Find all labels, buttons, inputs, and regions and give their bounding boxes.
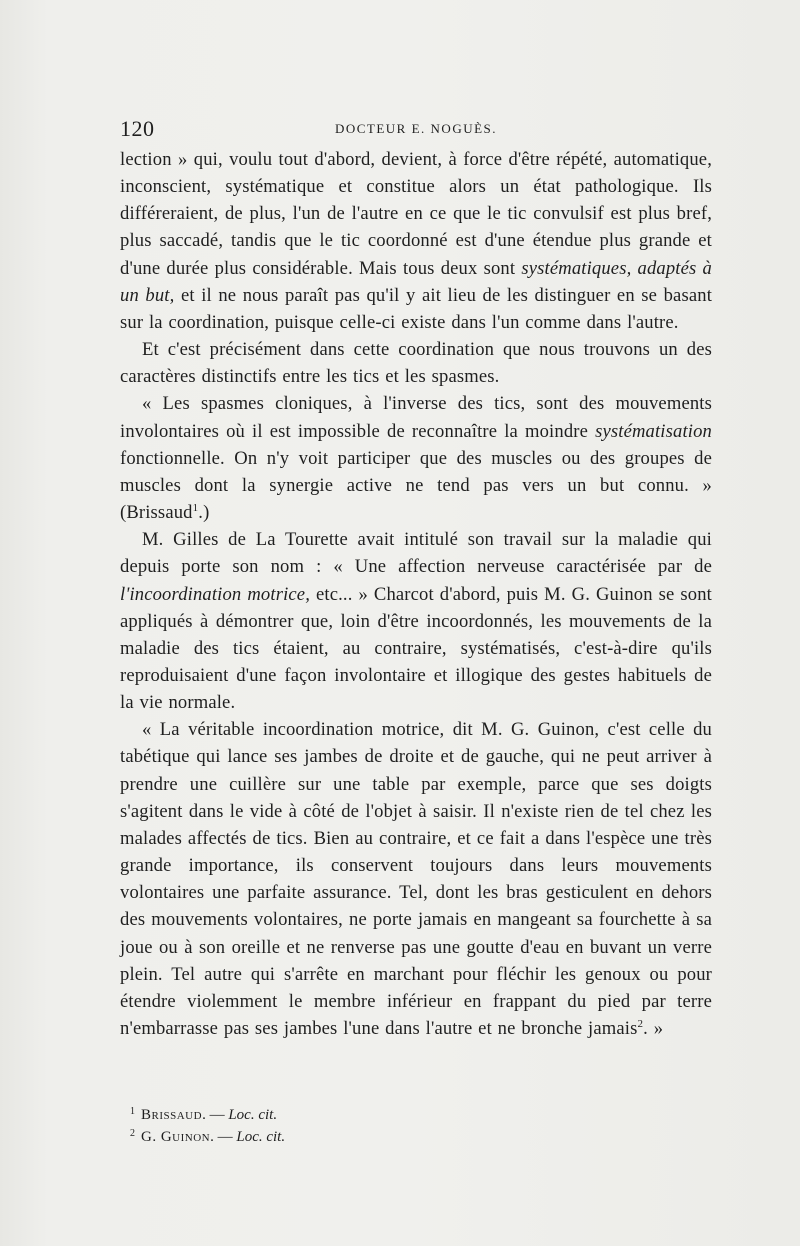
paragraph-text: fonctionnelle. On n'y voit participer que des muscles ou des groupes de muscles dont la synergie active ne tend pas vers un but connu. » (Brissaud bbox=[120, 447, 712, 524]
footnote-separator: . — bbox=[210, 1129, 237, 1145]
footnotes bbox=[130, 1104, 690, 1148]
paragraph-text: . » bbox=[643, 1018, 664, 1039]
emphasis-text: systématisation bbox=[595, 420, 712, 442]
footnote-1 bbox=[130, 1104, 690, 1126]
paragraph-text: « La véritable incoordination motrice, dit M. G. Guinon, c'est celle du tabétique qui lance ses jambes de droite et de gauche, qui ne peut arriver à prendre une cuillère sur une table par exemple, parce que ses doigts s'agitent dans le vide à côté de l'objet à saisir. Il n'existe rien de tel chez les malades affectés de tics. Bien au contraire, et ce fait a dans l'espèce une très grande importance, ils conservent toujours dans leurs mouvements volontaires une parfaite assurance. Tel, dont les bras gesticulent en dehors des mouvements volontaires, ne porte jamais en mangeant sa fourchette à sa joue ou à son oreille et ne renverse pas une goutte d'eau en buvant un verre plein. Tel autre qui s'arrête en marchant pour fléchir les genoux ou pour étendre violemment le membre inférieur en frappant du pied par terre n'embarrasse pas ses jambes l'une dans l'autre et ne bronche jamais bbox=[120, 719, 712, 1039]
footnote-ref-1[interactable]: 1 bbox=[192, 502, 199, 515]
page-number: 120 bbox=[120, 116, 155, 141]
body-text bbox=[120, 146, 712, 1042]
footnote-separator: . — bbox=[202, 1107, 229, 1123]
footnote-number: 1 bbox=[130, 1106, 135, 1117]
paragraph-text: et il ne nous paraît pas qu'il y ait lieu de les distinguer en se basant sur la coordination, puisque celle-ci existe dans l'un comme dans l'autre. bbox=[120, 284, 713, 333]
footnote-citation: Loc. cit. bbox=[228, 1107, 278, 1123]
footnote-ref-2[interactable]: 2 bbox=[637, 1018, 644, 1030]
running-head bbox=[120, 116, 712, 142]
paragraph-1 bbox=[120, 146, 712, 336]
footnote-citation: Loc. cit. bbox=[236, 1129, 286, 1145]
footnote-2 bbox=[130, 1126, 690, 1148]
paragraph-5 bbox=[120, 716, 712, 1042]
paragraph-3 bbox=[120, 390, 712, 526]
paragraph-4 bbox=[120, 526, 712, 716]
running-title: DOCTEUR E. NOGUÈS. bbox=[334, 121, 498, 136]
paragraph-text: etc... » Charcot d'abord, puis M. G. Guinon se sont appliqués à démontrer que, loin d'être incoordonnés, les mouvements de la maladie des tics étaient, au contraire, systématisés, c'est-à-dire qu'ils reproduisaient d'une façon involontaire et illogique des gestes habituels de la vie normale. bbox=[120, 583, 712, 714]
paragraph-2 bbox=[120, 336, 712, 390]
footnote-number: 2 bbox=[130, 1128, 135, 1139]
emphasis-text: systématiques, adaptés à un but, bbox=[120, 257, 713, 306]
paragraph-text: .) bbox=[198, 502, 210, 524]
paragraph-text: M. Gilles de La Tourette avait intitulé son travail sur la maladie qui depuis porte son nom : « Une affection nerveuse caractérisée par de bbox=[120, 529, 712, 578]
paragraph-text: lection » qui, voulu tout d'abord, devient, à force d'être répété, automatique, inconscient, systématique et constitue alors un état pathologique. Ils différeraient, de plus, l'un de l'autre en ce que le tic convulsif est plus bref, plus saccadé, tandis que le tic coordonné est d'une étendue plus grande et d'une durée plus considérable. Mais tous deux sont bbox=[120, 149, 712, 279]
footnote-author: G. Guinon bbox=[141, 1129, 211, 1145]
paragraph-text: Et c'est précisément dans cette coordination que nous trouvons un des caractères distinctifs entre les tics et les spasmes. bbox=[120, 339, 712, 388]
footnote-author: Brissaud bbox=[141, 1107, 203, 1123]
emphasis-text: l'incoordination motrice, bbox=[120, 583, 311, 605]
paragraph-text: « Les spasmes cloniques, à l'inverse des tics, sont des mouvements involontaires où il est impossible de reconnaître la moindre bbox=[120, 393, 712, 442]
